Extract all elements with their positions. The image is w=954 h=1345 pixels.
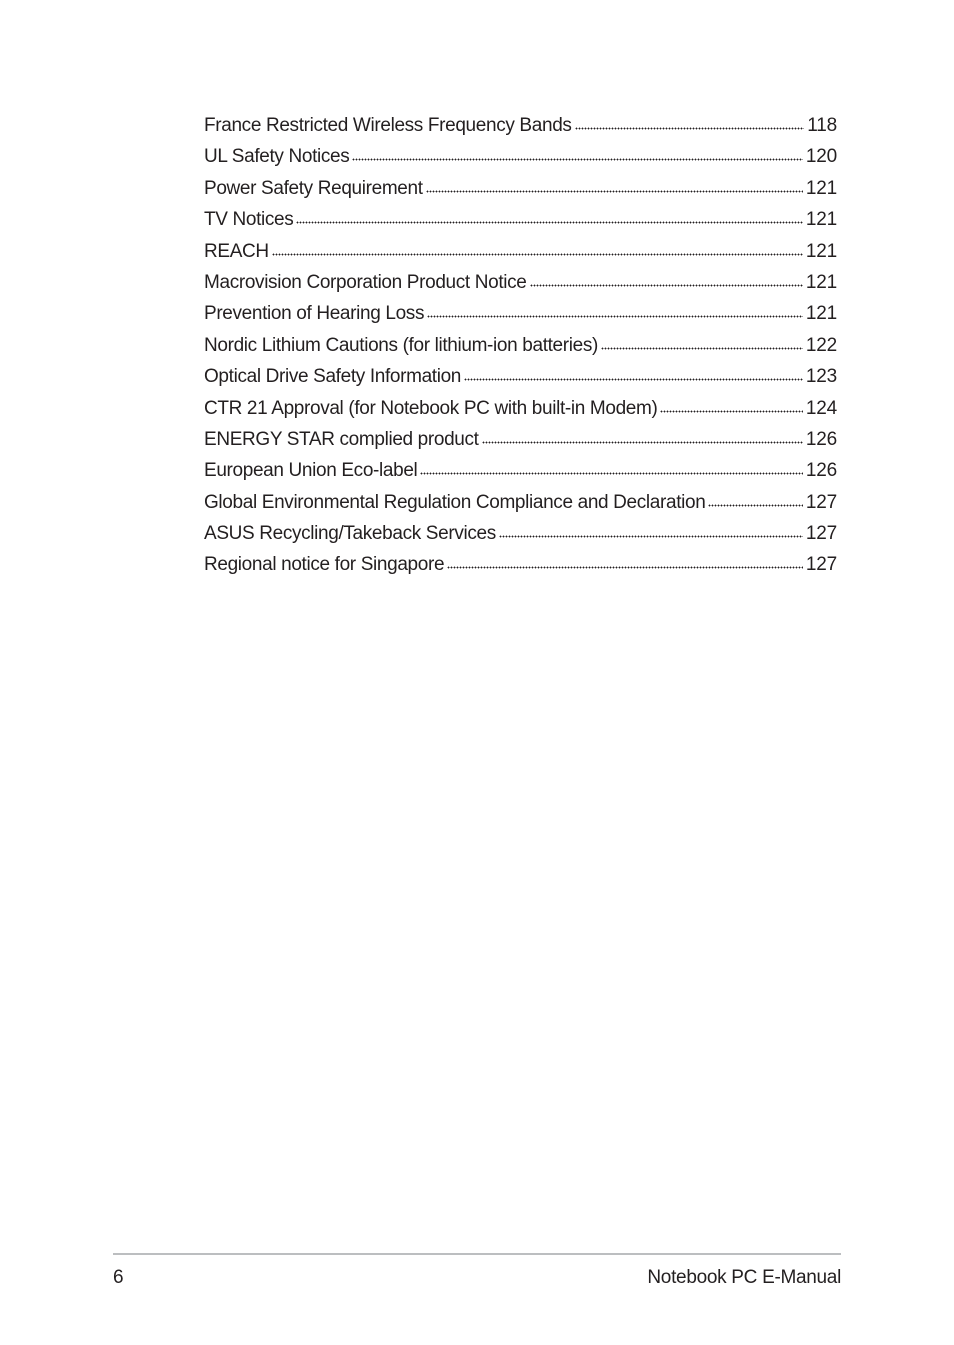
toc-entry-title: TV Notices bbox=[204, 209, 294, 231]
toc-entry-title: CTR 21 Approval (for Notebook PC with built-in Modem) bbox=[204, 397, 658, 419]
toc-entry-title: Macrovision Corporation Product Notice bbox=[204, 271, 527, 293]
toc-entry-page: 126 bbox=[805, 428, 837, 450]
toc-entry[interactable] bbox=[204, 549, 837, 580]
toc-entry-title: ENERGY STAR complied product bbox=[204, 428, 479, 450]
toc-entry[interactable] bbox=[204, 518, 837, 549]
toc-entry[interactable] bbox=[204, 267, 837, 298]
toc-entry-title: Regional notice for Singapore bbox=[204, 554, 445, 576]
toc-entry[interactable] bbox=[204, 141, 837, 172]
toc-entry-page: 127 bbox=[805, 554, 837, 576]
toc-leader-dots bbox=[296, 220, 802, 224]
toc-entry-title: Global Environmental Regulation Compliance and Declaration bbox=[204, 491, 706, 513]
toc-entry-page: 121 bbox=[805, 303, 837, 325]
toc-entry-page: 122 bbox=[805, 334, 837, 356]
toc-entry-page: 121 bbox=[805, 209, 837, 231]
toc-leader-dots bbox=[575, 126, 805, 130]
toc-entry-title: UL Safety Notices bbox=[204, 146, 350, 168]
toc-leader-dots bbox=[601, 346, 803, 350]
toc-leader-dots bbox=[272, 252, 803, 256]
toc-entry-page: 126 bbox=[805, 460, 837, 482]
toc-entry-page: 121 bbox=[805, 177, 837, 199]
table-of-contents bbox=[204, 110, 837, 581]
toc-entry-page: 127 bbox=[805, 491, 837, 513]
toc-entry-title: Power Safety Requirement bbox=[204, 177, 423, 199]
toc-entry-title: Nordic Lithium Cautions (for lithium-ion batteries) bbox=[204, 334, 598, 356]
footer-page-number: 6 bbox=[113, 1267, 124, 1288]
toc-entry[interactable] bbox=[204, 361, 837, 392]
toc-entry-page: 121 bbox=[805, 240, 837, 262]
toc-leader-dots bbox=[660, 409, 802, 413]
toc-leader-dots bbox=[420, 471, 802, 475]
toc-entry[interactable] bbox=[204, 330, 837, 361]
toc-entry-title: Optical Drive Safety Information bbox=[204, 366, 462, 388]
toc-entry[interactable] bbox=[204, 204, 837, 235]
toc-entry-page: 118 bbox=[807, 115, 837, 136]
toc-leader-dots bbox=[426, 189, 803, 193]
toc-leader-dots bbox=[447, 565, 803, 569]
toc-entry[interactable] bbox=[204, 424, 837, 455]
toc-entry-title: REACH bbox=[204, 240, 269, 262]
toc-entry-title: ASUS Recycling/Takeback Services bbox=[204, 523, 496, 545]
toc-leader-dots bbox=[464, 377, 803, 381]
toc-entry[interactable] bbox=[204, 110, 837, 141]
toc-entry[interactable] bbox=[204, 487, 837, 518]
toc-leader-dots bbox=[352, 157, 802, 161]
toc-leader-dots bbox=[530, 283, 803, 287]
toc-entry-page: 121 bbox=[805, 271, 837, 293]
footer-manual-title: Notebook PC E-Manual bbox=[647, 1267, 841, 1288]
toc-entry-title: France Restricted Wireless Frequency Bands bbox=[204, 115, 572, 136]
toc-entry[interactable] bbox=[204, 455, 837, 486]
toc-entry[interactable] bbox=[204, 393, 837, 424]
toc-entry-page: 124 bbox=[805, 397, 837, 419]
toc-entry-page: 127 bbox=[805, 523, 837, 545]
toc-entry[interactable] bbox=[204, 173, 837, 204]
toc-entry[interactable] bbox=[204, 298, 837, 329]
toc-entry-page: 123 bbox=[805, 366, 837, 388]
toc-leader-dots bbox=[482, 440, 803, 444]
toc-entry[interactable] bbox=[204, 236, 837, 267]
toc-leader-dots bbox=[499, 534, 803, 538]
toc-entry-title: Prevention of Hearing Loss bbox=[204, 303, 425, 325]
toc-leader-dots bbox=[708, 503, 802, 507]
toc-entry-title: European Union Eco-label bbox=[204, 460, 418, 482]
toc-entry-page: 120 bbox=[805, 146, 837, 168]
footer-divider bbox=[113, 1253, 841, 1255]
toc-leader-dots bbox=[427, 314, 803, 318]
